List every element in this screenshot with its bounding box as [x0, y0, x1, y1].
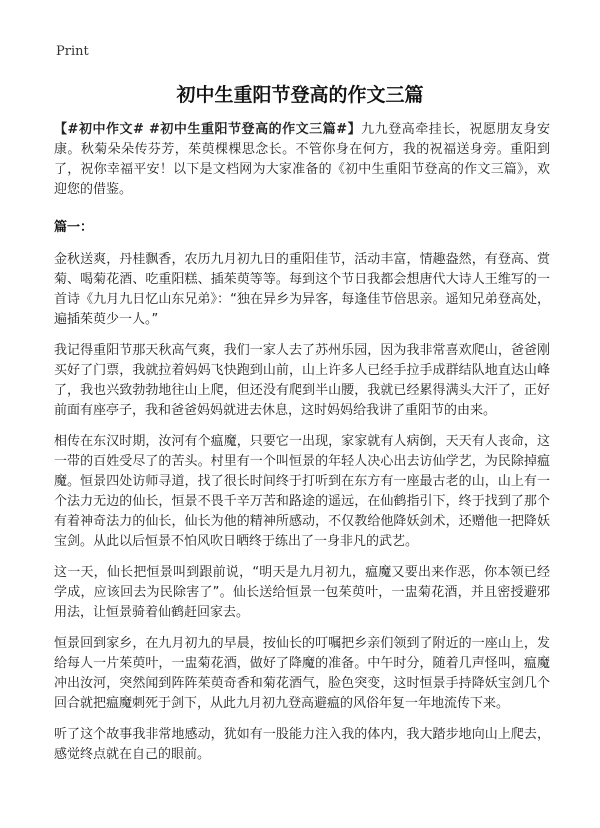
paragraph-4: 这一天，仙长把恒景叫到跟前说，“明天是九月初九，瘟魔又要出来作恶，你本领已经学成，应该回去为民除害了”。仙长送给恒景一包茱萸叶，一盅菊花酒，并且密授避邪用法，让恒景骑着仙鹤赶回家去。	[54, 565, 550, 620]
section-heading: 篇一：	[54, 220, 94, 235]
paragraph-6: 听了这个故事我非常地感动，犹如有一股能力注入我的体内，我大踏步地向山上爬去，感觉终点就在自己的眼前。	[54, 727, 550, 762]
paragraph-3: 相传在东汉时期，汝河有个瘟魔，只要它一出现，家家就有人病倒，天天有人丧命，这一带的百姓受尽了的苦头。村里有一个叫恒景的年轻人决心出去访仙学艺，为民除掉瘟魔。恒景四处访师寻道，找了很长时间终于打听到在东方有一座最古老的山，山上有一个法力无边的仙长，恒景不畏千辛万苦和路途的遥远，在仙鹤指引下，终于找到了那个有着神奇法力的仙长，仙长为他的精神所感动，不仅教给他降妖剑术，还赠他一把降妖宝剑。从此以后恒景不怕风吹日晒终于练出了一身非凡的武艺。	[54, 434, 550, 549]
intro-text: 九九登高牵挂长，祝愿朋友身安康。秋菊朵朵传芬芳，茱萸棵棵思念长。不管你身在何方，我的祝福送身旁。重阳到了，祝你幸福平安！以下是文档网为大家准备的《初中生重阳节登高的作文三篇》，欢迎您的借鉴。	[54, 122, 550, 197]
print-link[interactable]: Print	[56, 44, 89, 59]
paragraph-1: 金秋送爽，丹桂飘香，农历九月初九日的重阳佳节，活动丰富，情趣盎然，有登高、赏菊、喝菊花酒、吃重阳糕、插茱萸等等。每到这个节日我都会想唐代大诗人王维写的一首诗《九月九日忆山东兄弟》：“独在异乡为异客，每逢佳节倍思亲。遥知兄弟登高处，遍插茱萸少一人。”	[54, 252, 550, 327]
paragraph-5: 恒景回到家乡，在九月初九的早晨，按仙长的叮嘱把乡亲们领到了附近的一座山上，发给每人一片茱萸叶，一盅菊花酒，做好了降魔的准备。中午时分，随着几声怪叫，瘟魔冲出汝河，突然闻到阵阵茱萸奇香和菊花酒气，脸色突变，这时恒景手持降妖宝剑几个回合就把瘟魔刺死于剑下，从此九月初九登高避瘟的风俗年复一年地流传下来。	[54, 636, 550, 711]
paragraph-2: 我记得重阳节那天秋高气爽，我们一家人去了苏州乐园，因为我非常喜欢爬山，爸爸刚买好了门票，我就拉着妈妈飞快跑到山前，山上许多人已经手拉手成群结队地直达山峰了，我也兴致勃勃地往山上爬，但还没有爬到半山腰，我就已经累得满头大汗了，正好前面有座亭子，我和爸爸妈妈就进去休息，这时妈妈给我讲了重阳节的由来。	[54, 343, 550, 418]
intro-paragraph	[54, 120, 550, 200]
article-body	[54, 120, 550, 776]
page-title: 初中生重阳节登高的作文三篇	[176, 84, 424, 106]
intro-tag: 【#初中作文# #初中生重阳节登高的作文三篇#】	[54, 122, 362, 137]
